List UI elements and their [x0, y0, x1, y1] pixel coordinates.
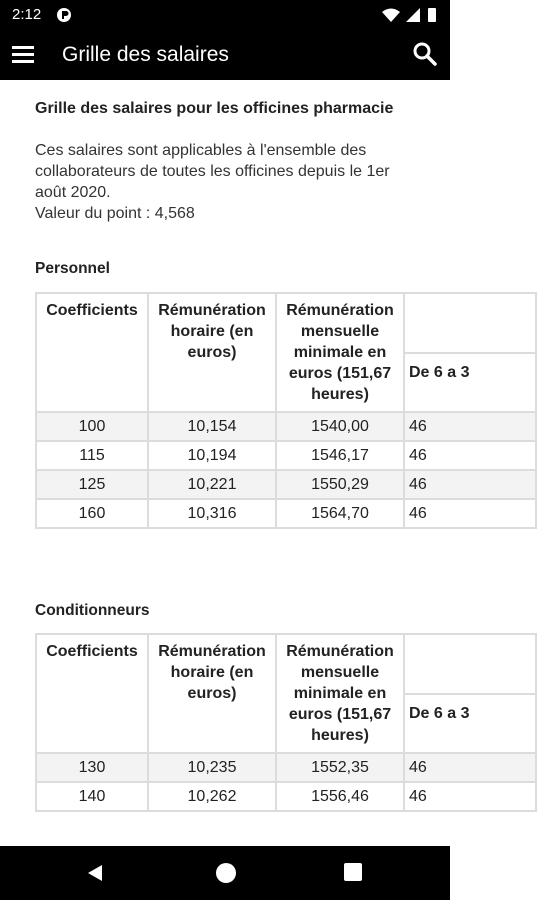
header-extra-sub: De 6 a 3	[404, 353, 536, 412]
cell-mensuelle: 1552,35	[276, 753, 404, 782]
section-title-personnel: Personnel	[35, 260, 110, 277]
cell-mensuelle: 1540,00	[276, 412, 404, 441]
header-coefficients: Coefficients	[36, 293, 148, 412]
table-personnel[interactable]	[35, 292, 470, 529]
page-heading: Grille des salaires pour les officines pharmacie	[35, 100, 394, 117]
cell-horaire: 10,262	[148, 782, 276, 811]
header-remuneration-horaire: Rémunération horaire (en euros)	[148, 293, 276, 412]
back-icon[interactable]	[86, 864, 104, 882]
cell-mensuelle: 1546,17	[276, 441, 404, 470]
wifi-icon	[382, 9, 400, 23]
battery-icon	[428, 8, 436, 22]
table-row	[36, 412, 536, 441]
header-remuneration-horaire: Rémunération horaire (en euros)	[148, 634, 276, 753]
cell-coefficient: 100	[36, 412, 148, 441]
header-remuneration-mensuelle: Rémunération mensuelle minimale en euros (151,67 heures)	[276, 634, 404, 753]
recent-apps-icon[interactable]	[344, 863, 362, 881]
system-nav-bar	[0, 846, 450, 900]
app-notification-icon	[56, 7, 72, 23]
table-row	[36, 470, 536, 499]
cell-mensuelle: 1556,46	[276, 782, 404, 811]
cell-coefficient: 130	[36, 753, 148, 782]
point-value: Valeur du point : 4,568	[35, 205, 195, 222]
cell-extra: 46	[404, 441, 536, 470]
cell-coefficient: 125	[36, 470, 148, 499]
table-conditionneurs[interactable]	[35, 633, 470, 812]
table-row	[36, 499, 536, 528]
cell-horaire: 10,221	[148, 470, 276, 499]
table-row	[36, 441, 536, 470]
status-bar	[0, 0, 450, 30]
cell-coefficient: 140	[36, 782, 148, 811]
cell-horaire: 10,154	[148, 412, 276, 441]
cell-coefficient: 115	[36, 441, 148, 470]
app-bar	[0, 30, 450, 80]
header-extra-group	[404, 634, 536, 694]
search-icon[interactable]	[412, 41, 438, 67]
cell-mensuelle: 1564,70	[276, 499, 404, 528]
cell-horaire: 10,194	[148, 441, 276, 470]
cell-horaire: 10,316	[148, 499, 276, 528]
status-icons	[380, 6, 440, 24]
signal-icon	[406, 8, 420, 22]
section-title-conditionneurs: Conditionneurs	[35, 602, 150, 619]
content-scroll[interactable]	[0, 80, 470, 846]
cell-mensuelle: 1550,29	[276, 470, 404, 499]
cell-extra: 46	[404, 753, 536, 782]
header-coefficients: Coefficients	[36, 634, 148, 753]
table-row	[36, 782, 536, 811]
intro-text	[35, 140, 425, 224]
header-extra-sub: De 6 a 3	[404, 694, 536, 753]
header-extra-group	[404, 293, 536, 353]
cell-extra: 46	[404, 499, 536, 528]
header-remuneration-mensuelle: Rémunération mensuelle minimale en euros (151,67 heures)	[276, 293, 404, 412]
status-time: 2:12	[12, 6, 42, 23]
home-icon[interactable]	[216, 863, 236, 883]
cell-extra: 46	[404, 470, 536, 499]
cell-horaire: 10,235	[148, 753, 276, 782]
app-title: Grille des salaires	[62, 43, 229, 66]
cell-coefficient: 160	[36, 499, 148, 528]
table-row	[36, 753, 536, 782]
menu-icon[interactable]	[12, 44, 34, 64]
intro-paragraph: Ces salaires sont applicables à l'ensemble des collaborateurs de toutes les officines depuis le 1er août 2020.	[35, 142, 390, 201]
cell-extra: 46	[404, 412, 536, 441]
cell-extra: 46	[404, 782, 536, 811]
